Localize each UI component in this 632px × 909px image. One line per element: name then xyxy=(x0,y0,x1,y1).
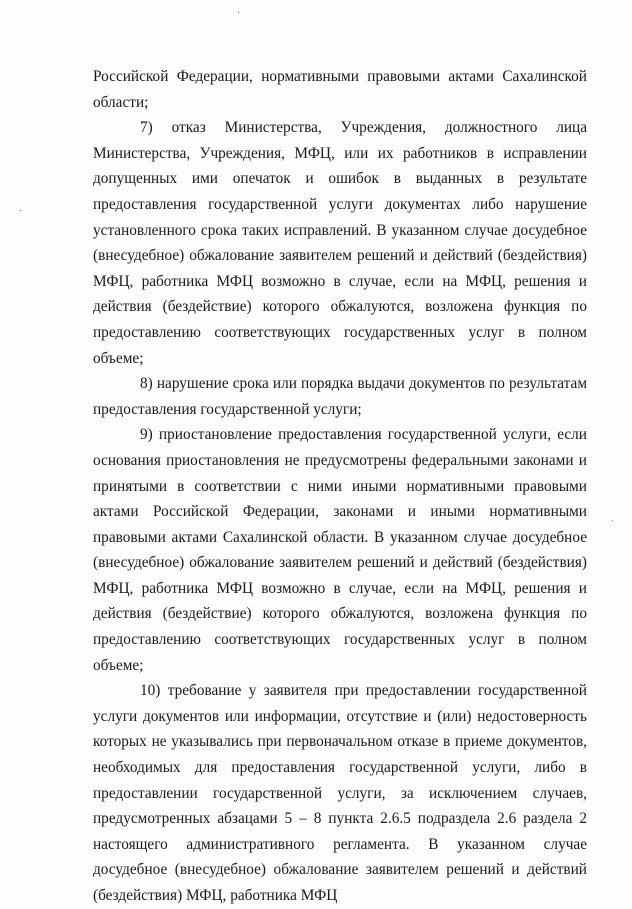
paragraph-item-8: 8) нарушение срока или порядка выдачи документов по результатам предоставления государственной услуги; xyxy=(93,375,587,418)
paragraph-item-9: 9) приостановление предоставления государственной услуги, если основания приостановления не предусмотрены федеральными законами и принятыми в соответствии с ними иными нормативными правовыми актами Российской Федерации, законами и иными нормативными правовыми актами Сахалинской области. В указанном случае досудебное (внесудебное) обжалование заявителем решений и действий (бездействия) МФЦ, работника МФЦ возможно в случае, если на МФЦ, решения и действия (бездействие) которого обжалуются, возложена функция по предоставлению соответствующих государственных услуг в полном объеме; xyxy=(93,426,587,674)
paragraph-item-10: 10) требование у заявителя при предоставлении государственной услуги документов или информации, отсутствие и (или) недостоверность которых не указывались при первоначальном отказе в приеме документов, необходимых для предоставления государственной услуги, либо в предоставлении государственной услуги, за исключением случаев, предусмотренных абзацами 5 – 8 пункта 2.6.5 подраздела 2.6 раздела 2 настоящего административного регламента. В указанном случае досудебное (внесудебное) обжалование заявителем решений и действий (бездействия) МФЦ, работника МФЦ xyxy=(93,682,587,904)
scan-artifact xyxy=(238,12,239,13)
scan-artifact xyxy=(20,210,21,211)
document-body xyxy=(93,64,587,909)
paragraph-item-7: 7) отказ Министерства, Учреждения, должностного лица Министерства, Учреждения, МФЦ, или их работников в исправлении допущенных ими опечаток и ошибок в выданных в результате предоставления государственной услуги документах либо нарушение установленного срока таких исправлений. В указанном случае досудебное (внесудебное) обжалование заявителем решений и действий (бездействия) МФЦ, работника МФЦ возможно в случае, если на МФЦ, решения и действия (бездействие) которого обжалуются, возложена функция по предоставлению соответствующих государственных услуг в полном объеме; xyxy=(93,119,587,367)
paragraph-continuation: Российской Федерации, нормативными правовыми актами Сахалинской области; xyxy=(93,68,587,111)
scan-artifact xyxy=(612,520,613,521)
